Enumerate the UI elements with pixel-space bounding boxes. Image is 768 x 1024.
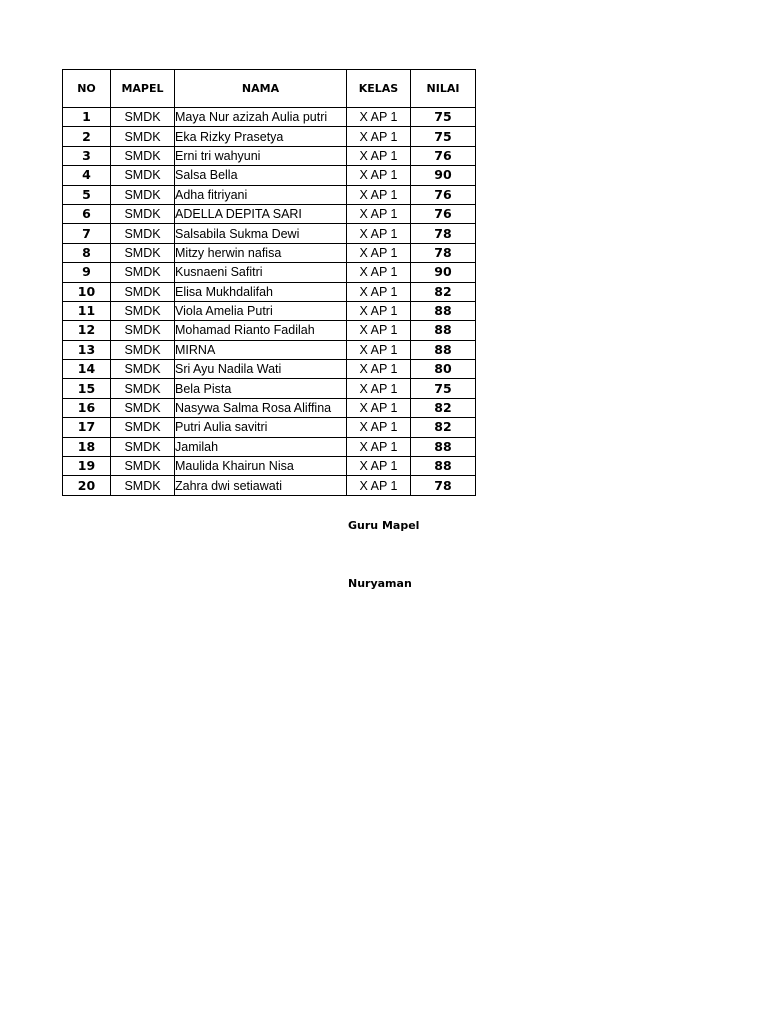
table-row (63, 108, 476, 127)
cell-no: 16 (63, 398, 111, 417)
table-row (63, 379, 476, 398)
cell-nilai: 76 (411, 146, 476, 165)
cell-mapel: SMDK (111, 437, 175, 456)
cell-no: 15 (63, 379, 111, 398)
table-row (63, 185, 476, 204)
table-row (63, 360, 476, 379)
cell-nama: Zahra dwi setiawati (175, 476, 347, 495)
table-row (63, 457, 476, 476)
cell-mapel: SMDK (111, 360, 175, 379)
cell-kelas: X AP 1 (347, 379, 411, 398)
cell-mapel: SMDK (111, 204, 175, 223)
cell-nama: Mohamad Rianto Fadilah (175, 321, 347, 340)
cell-kelas: X AP 1 (347, 146, 411, 165)
cell-mapel: SMDK (111, 108, 175, 127)
cell-nilai: 78 (411, 224, 476, 243)
column-header-nilai: NILAI (411, 70, 476, 108)
cell-nama: Erni tri wahyuni (175, 146, 347, 165)
cell-nama: Elisa Mukhdalifah (175, 282, 347, 301)
cell-mapel: SMDK (111, 243, 175, 262)
cell-mapel: SMDK (111, 379, 175, 398)
cell-mapel: SMDK (111, 457, 175, 476)
cell-nilai: 90 (411, 166, 476, 185)
cell-mapel: SMDK (111, 321, 175, 340)
cell-nilai: 90 (411, 263, 476, 282)
cell-no: 4 (63, 166, 111, 185)
table-row (63, 398, 476, 417)
cell-kelas: X AP 1 (347, 108, 411, 127)
cell-nama: Salsabila Sukma Dewi (175, 224, 347, 243)
table-row (63, 437, 476, 456)
table-row (63, 263, 476, 282)
cell-kelas: X AP 1 (347, 282, 411, 301)
cell-kelas: X AP 1 (347, 224, 411, 243)
cell-nama: Mitzy herwin nafisa (175, 243, 347, 262)
cell-nilai: 88 (411, 321, 476, 340)
cell-nilai: 78 (411, 476, 476, 495)
column-header-kelas: KELAS (347, 70, 411, 108)
cell-mapel: SMDK (111, 146, 175, 165)
cell-nama: MIRNA (175, 340, 347, 359)
cell-kelas: X AP 1 (347, 418, 411, 437)
cell-no: 1 (63, 108, 111, 127)
cell-nilai: 88 (411, 457, 476, 476)
cell-no: 13 (63, 340, 111, 359)
grades-table (62, 69, 476, 496)
cell-nilai: 88 (411, 301, 476, 320)
cell-nama: Adha fitriyani (175, 185, 347, 204)
cell-kelas: X AP 1 (347, 263, 411, 282)
cell-nilai: 82 (411, 398, 476, 417)
cell-kelas: X AP 1 (347, 127, 411, 146)
cell-nilai: 82 (411, 418, 476, 437)
cell-no: 19 (63, 457, 111, 476)
cell-nilai: 78 (411, 243, 476, 262)
cell-nama: Kusnaeni Safitri (175, 263, 347, 282)
cell-kelas: X AP 1 (347, 398, 411, 417)
cell-nama: Putri Aulia savitri (175, 418, 347, 437)
cell-no: 17 (63, 418, 111, 437)
table-row (63, 224, 476, 243)
cell-mapel: SMDK (111, 398, 175, 417)
cell-nilai: 75 (411, 108, 476, 127)
cell-mapel: SMDK (111, 166, 175, 185)
cell-no: 12 (63, 321, 111, 340)
cell-no: 3 (63, 146, 111, 165)
cell-nama: Sri Ayu Nadila Wati (175, 360, 347, 379)
table-row (63, 127, 476, 146)
cell-no: 5 (63, 185, 111, 204)
cell-nilai: 88 (411, 340, 476, 359)
cell-kelas: X AP 1 (347, 360, 411, 379)
cell-nilai: 75 (411, 379, 476, 398)
cell-mapel: SMDK (111, 340, 175, 359)
cell-nilai: 75 (411, 127, 476, 146)
cell-no: 18 (63, 437, 111, 456)
table-row (63, 166, 476, 185)
table-body (63, 108, 476, 496)
cell-nama: Jamilah (175, 437, 347, 456)
cell-kelas: X AP 1 (347, 437, 411, 456)
table-row (63, 476, 476, 495)
cell-nama: Eka Rizky Prasetya (175, 127, 347, 146)
cell-no: 6 (63, 204, 111, 223)
cell-kelas: X AP 1 (347, 340, 411, 359)
cell-kelas: X AP 1 (347, 166, 411, 185)
cell-mapel: SMDK (111, 476, 175, 495)
cell-no: 7 (63, 224, 111, 243)
cell-no: 9 (63, 263, 111, 282)
table-row (63, 204, 476, 223)
cell-mapel: SMDK (111, 224, 175, 243)
cell-kelas: X AP 1 (347, 185, 411, 204)
cell-nilai: 88 (411, 437, 476, 456)
table-row (63, 301, 476, 320)
cell-nilai: 76 (411, 204, 476, 223)
column-header-nama: NAMA (175, 70, 347, 108)
grades-sheet (62, 69, 476, 496)
cell-mapel: SMDK (111, 263, 175, 282)
table-row (63, 146, 476, 165)
cell-no: 2 (63, 127, 111, 146)
table-row (63, 321, 476, 340)
signature-name: Nuryaman (348, 577, 412, 590)
table-row (63, 282, 476, 301)
cell-kelas: X AP 1 (347, 476, 411, 495)
cell-nilai: 80 (411, 360, 476, 379)
cell-nama: Nasywa Salma Rosa Aliffina (175, 398, 347, 417)
cell-no: 8 (63, 243, 111, 262)
cell-mapel: SMDK (111, 282, 175, 301)
cell-nama: Maya Nur azizah Aulia putri (175, 108, 347, 127)
table-row (63, 418, 476, 437)
cell-kelas: X AP 1 (347, 204, 411, 223)
cell-nama: Maulida Khairun Nisa (175, 457, 347, 476)
cell-no: 14 (63, 360, 111, 379)
cell-kelas: X AP 1 (347, 321, 411, 340)
table-header-row (63, 70, 476, 108)
cell-mapel: SMDK (111, 127, 175, 146)
cell-nama: Bela Pista (175, 379, 347, 398)
cell-nilai: 82 (411, 282, 476, 301)
cell-nama: ADELLA DEPITA SARI (175, 204, 347, 223)
cell-no: 20 (63, 476, 111, 495)
cell-kelas: X AP 1 (347, 457, 411, 476)
cell-no: 10 (63, 282, 111, 301)
cell-mapel: SMDK (111, 418, 175, 437)
cell-no: 11 (63, 301, 111, 320)
cell-mapel: SMDK (111, 185, 175, 204)
signature-title: Guru Mapel (348, 519, 420, 532)
table-row (63, 243, 476, 262)
table-row (63, 340, 476, 359)
cell-mapel: SMDK (111, 301, 175, 320)
cell-nama: Viola Amelia Putri (175, 301, 347, 320)
cell-nama: Salsa Bella (175, 166, 347, 185)
cell-kelas: X AP 1 (347, 301, 411, 320)
cell-nilai: 76 (411, 185, 476, 204)
cell-kelas: X AP 1 (347, 243, 411, 262)
column-header-no: NO (63, 70, 111, 108)
column-header-mapel: MAPEL (111, 70, 175, 108)
